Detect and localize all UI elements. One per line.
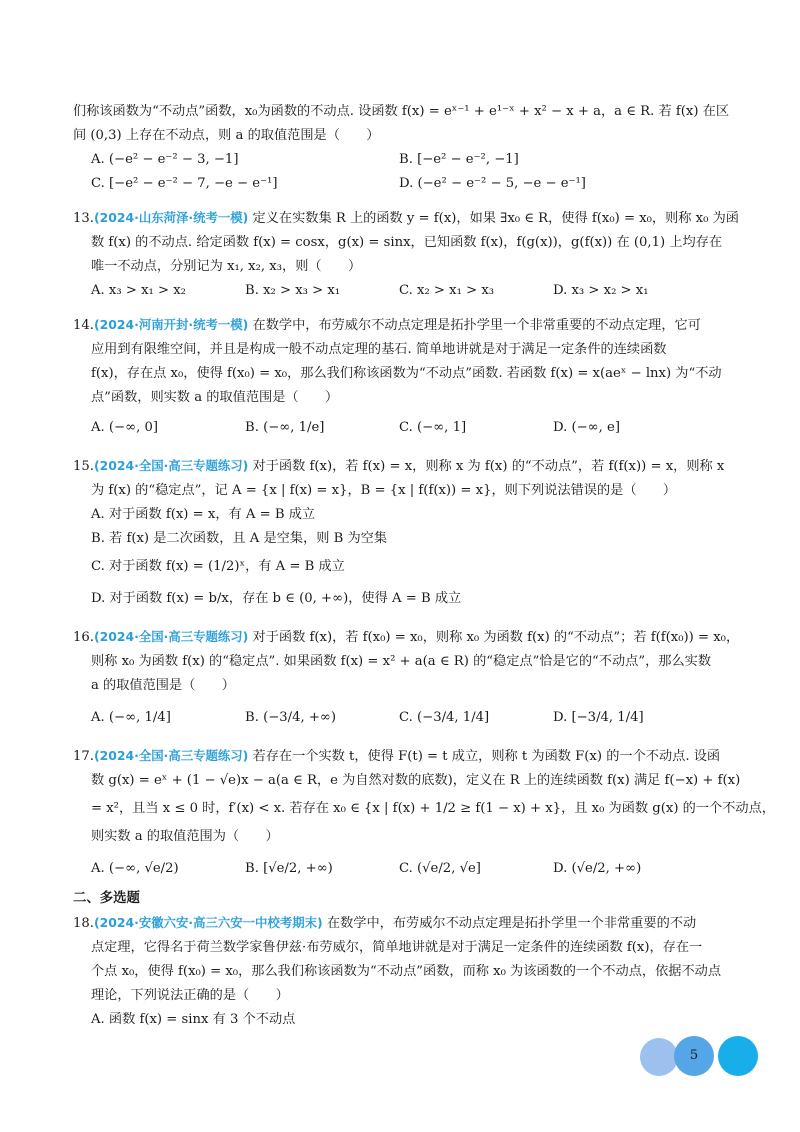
q17-option-b[interactable]: B. [√e/2, +∞) <box>245 861 333 876</box>
q14-line-3: f(x)，存在点 x₀，使得 f(x₀) = x₀，那么我们称该函数为“不动点”函数. 若函数 f(x) = x(aeˣ − lnx) 为“不动 <box>91 366 722 381</box>
q14-option-c[interactable]: C. (−∞, 1] <box>399 420 467 435</box>
decorative-circle <box>718 1036 758 1076</box>
q12-option-c[interactable]: C. [−e² − e⁻² − 7, −e − e⁻¹] <box>91 176 278 191</box>
q13-text: 定义在实数集 R 上的函数 y = f(x)，如果 ∃x₀ ∈ R，使得 f(x₀) = x₀，则称 x₀ 为函 <box>248 211 739 226</box>
q12-option-d[interactable]: D. (−e² − e⁻² − 5, −e − e⁻¹] <box>399 176 586 191</box>
q17-options <box>73 857 733 881</box>
q18-line-1 <box>73 911 733 936</box>
q13-line-3: 唯一不动点，分别记为 x₁, x₂, x₃，则（ ） <box>91 259 362 274</box>
q16-line-2: 则称 x₀ 为函数 f(x) 的“稳定点”. 如果函数 f(x) = x² + a(a ∈ R) 的“稳定点”恰是它的“不动点”，那么实数 <box>91 654 712 669</box>
q14-option-a[interactable]: A. (−∞, 0] <box>91 420 159 435</box>
q18-text: 在数学中，布劳威尔不动点定理是拓扑学里一个非常重要的不动 <box>322 916 697 931</box>
q15-option-c[interactable]: C. 对于函数 f(x) = (1/2)ˣ，有 A = B 成立 <box>91 559 345 574</box>
q16-option-b[interactable]: B. (−3/4, +∞) <box>245 710 337 725</box>
q12-options-row-1 <box>73 148 733 172</box>
page-footer <box>640 1036 760 1076</box>
q17-text: 若存在一个实数 t，使得 F(t) = t 成立，则称 t 为函数 F(x) 的一个不动点. 设函 <box>248 749 721 764</box>
q16-text: 对于函数 f(x)，若 f(x₀) = x₀，则称 x₀ 为函数 f(x) 的“不动点”；若 f(f(x₀)) = x₀， <box>248 630 740 645</box>
question-number: 16. <box>73 630 94 645</box>
q17-line-3: = x²，且当 x ≤ 0 时，f′(x) < x. 若存在 x₀ ∈ {x | f(x) + 1/2 ≥ f(1 − x) + x}，且 x₀ 为函数 g(x) 的一个不动点， <box>91 801 775 816</box>
q16-option-c[interactable]: C. (−3/4, 1/4] <box>399 710 490 725</box>
q17-line-4: 则实数 a 的取值范围为（ ） <box>91 829 279 844</box>
q17-option-a[interactable]: A. (−∞, √e/2) <box>91 861 179 876</box>
q17-option-d[interactable]: D. (√e/2, +∞) <box>553 861 642 876</box>
question-source: (2024·全国·高三专题练习) <box>93 629 249 644</box>
q14-line-1 <box>73 313 733 338</box>
q17-line-1 <box>73 744 733 769</box>
q18-line-4: 理论，下列说法正确的是（ ） <box>91 988 289 1003</box>
question-source: (2024·全国·高三专题练习) <box>93 458 249 473</box>
q13-option-c[interactable]: C. x₂ > x₁ > x₃ <box>399 283 495 298</box>
q14-line-4: 点”函数，则实数 a 的取值范围是（ ） <box>91 390 339 405</box>
question-number: 15. <box>73 459 94 474</box>
q14-options <box>73 416 733 440</box>
q16-option-a[interactable]: A. (−∞, 1/4] <box>91 710 171 725</box>
q13-option-a[interactable]: A. x₃ > x₁ > x₂ <box>91 283 186 298</box>
q15-line-1 <box>73 454 733 479</box>
q13-line-2: 数 f(x) 的不动点. 给定函数 f(x) = cosx，g(x) = sinx，已知函数 f(x)，f(g(x))，g(f(x)) 在 (0,1) 上均存在 <box>91 235 723 250</box>
q15-text: 对于函数 f(x)，若 f(x) = x，则称 x 为 f(x) 的“不动点”，若 f(f(x)) = x，则称 x <box>248 459 725 474</box>
q14-text: 在数学中，布劳威尔不动点定理是拓扑学里一个非常重要的不动点定理，它可 <box>248 318 701 333</box>
q16-option-d[interactable]: D. [−3/4, 1/4] <box>553 710 644 725</box>
q16-line-3: a 的取值范围是（ ） <box>91 678 235 693</box>
decorative-circle <box>640 1038 678 1076</box>
q15-option-b[interactable]: B. 若 f(x) 是二次函数，且 A 是空集，则 B 为空集 <box>91 531 388 546</box>
q17-line-2: 数 g(x) = eˣ + (1 − √e)x − a(a ∈ R，e 为自然对数的底数)，定义在 R 上的连续函数 f(x) 满足 f(−x) + f(x) <box>91 773 741 788</box>
q13-option-d[interactable]: D. x₃ > x₂ > x₁ <box>553 283 649 298</box>
q15-option-a[interactable]: A. 对于函数 f(x) = x，有 A = B 成立 <box>91 507 316 522</box>
question-number: 14. <box>73 318 94 333</box>
question-number: 13. <box>73 211 94 226</box>
q18-option-a[interactable]: A. 函数 f(x) = sinx 有 3 个不动点 <box>91 1012 296 1027</box>
question-number: 18. <box>73 916 94 931</box>
q12-option-a[interactable]: A. (−e² − e⁻² − 3, −1] <box>91 152 239 167</box>
q14-option-b[interactable]: B. (−∞, 1/e] <box>245 420 325 435</box>
question-source: (2024·河南开封·统考一模) <box>93 317 249 332</box>
section-title: 二、多选题 <box>73 891 140 906</box>
q12-option-b[interactable]: B. [−e² − e⁻², −1] <box>399 152 519 167</box>
question-number: 17. <box>73 749 94 764</box>
q15-option-d[interactable]: D. 对于函数 f(x) = b/x，存在 b ∈ (0, +∞)，使得 A = B 成立 <box>91 591 462 606</box>
q15-line-2: 为 f(x) 的“稳定点”，记 A = {x | f(x) = x}，B = {x | f(f(x)) = x}，则下列说法错误的是（ ） <box>91 483 677 498</box>
question-source: (2024·安徽六安·高三六安一中校考期末) <box>93 915 323 930</box>
q16-line-1 <box>73 625 740 650</box>
q13-option-b[interactable]: B. x₂ > x₃ > x₁ <box>245 283 341 298</box>
q12-text-line-1: 们称该函数为“不动点”函数，x₀为函数的不动点. 设函数 f(x) = eˣ⁻¹ + e¹⁻ˣ + x² − x + a，a ∈ R. 若 f(x) 在区 <box>73 104 730 119</box>
q13-line-1 <box>73 206 739 231</box>
q16-options <box>73 706 733 730</box>
q14-line-2: 应用到有限维空间，并且是构成一般不动点定理的基石. 简单地讲就是对于满足一定条件的连续函数 <box>91 342 667 357</box>
q12-text-line-2: 间 (0,3) 上存在不动点，则 a 的取值范围是（ ） <box>73 128 380 143</box>
question-source: (2024·山东菏泽·统考一模) <box>93 210 249 225</box>
q17-option-c[interactable]: C. (√e/2, √e] <box>399 861 481 876</box>
page-number: 5 <box>689 1048 699 1063</box>
question-source: (2024·全国·高三专题练习) <box>93 748 249 763</box>
document-body <box>73 100 775 1032</box>
q14-option-d[interactable]: D. (−∞, e] <box>553 420 620 435</box>
q18-line-3: 个点 x₀，使得 f(x₀) = x₀，那么我们称该函数为“不动点”函数，而称 x₀ 为该函数的一个不动点，依据不动点 <box>91 964 722 979</box>
q13-options <box>73 279 733 303</box>
q18-line-2: 点定理，它得名于荷兰数学家鲁伊兹·布劳威尔，简单地讲就是对于满足一定条件的连续函数 f(x)，存在一 <box>91 940 703 955</box>
q12-options-row-2 <box>73 172 733 196</box>
